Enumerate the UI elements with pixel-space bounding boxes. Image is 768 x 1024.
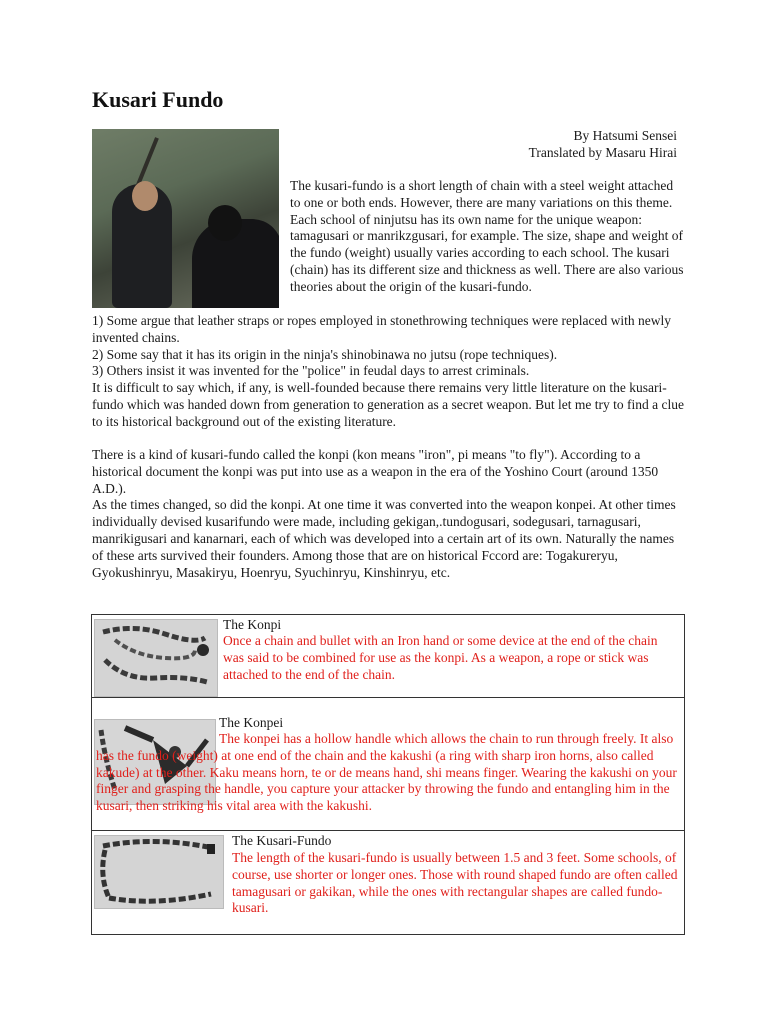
theories-list [92, 313, 686, 431]
translator-line: Translated by Masaru Hirai [528, 145, 677, 160]
theory-item: 1) Some argue that leather straps or ropes employed in stonethrowing techniques were replaced with newly invented chains. [92, 313, 671, 345]
panel-konpei-title: The Konpei [219, 715, 284, 730]
author-line: By Hatsumi Sensei [573, 128, 677, 143]
byline [529, 127, 677, 161]
martial-arts-photo [92, 129, 279, 308]
intro-paragraph: The kusari-fundo is a short length of chain with a steel weight attached to one or both ends. However, there are many variations on this theme. Each school of ninjutsu has its own name for the unique weapon: tamagusari or manrikzgusari, for example. The size, shape and weight of the fundo (weight) usually varies according to each school. The kusari (chain) has its different size and thickness as well. There are also various theories about the origin of the kusari-fundo. [290, 178, 684, 294]
panel-konpi-title: The Konpi [223, 617, 282, 632]
panel-kusari-fundo [91, 830, 685, 935]
theory-item: 2) Some say that it has its origin in the ninja's shinobinawa no jutsu (rope techniques). [92, 346, 558, 362]
panel-konpei [91, 697, 685, 832]
panel-kusari-text: The length of the kusari-fundo is usually between 1.5 and 3 feet. Some schools, of course, use shorter or longer ones. Those with round shaped fundo are often called tamagusari or gakikan, while the ones with rectangular shapes are called fundo-kusari. [232, 850, 678, 916]
page-title: Kusari Fundo [92, 87, 224, 112]
difficulty-paragraph: It is difficult to say which, if any, is well-founded because there remains very little literature on the kusari-fundo which was handed down from generation to generation as a secret weapon. But let me try to find a clue to its historical background out of the existing literature. [92, 380, 684, 429]
panel-konpi [91, 614, 685, 699]
panel-kusari-title: The Kusari-Fundo [232, 833, 332, 848]
theory-item: 3) Others insist it was invented for the "police" in feudal days to arrest criminals. [92, 363, 530, 379]
konpei-history-paragraph: As the times changed, so did the konpi. At one time it was converted into the weapon konpei. At other times individually devised kusarifundo were made, including gekigan,.tundogusari, sodegusari, tarnagusari, manrikigusari and kanarnari, each of which was developed into a certain art of its own. Naturally the names of these arts survived their founders. Among those that are on historical Fccord are: Togakureryu, Gyokushinryu, Masakiryu, Hoenryu, Syuchinryu, Kinshinryu, etc. [92, 497, 676, 580]
kusari-fundo-chain-photo [94, 835, 224, 909]
konpi-chain-photo [94, 619, 218, 697]
konpi-history-paragraph: There is a kind of kusari-fundo called the konpi (kon means "iron", pi means "to fly"). According to a historical document the konpi was put into use as a weapon in the era of the Yoshino Court (around 1350 A.D.). [92, 447, 659, 496]
konpi-history [92, 447, 686, 581]
panel-konpei-text: The konpei has a hollow handle which allows the chain to run through freely. It also has the fundo (weight) at one end of the chain and the kakushi (a ring with sharp iron horns, also called kakude) at the other. Kaku means horn, te or de means hand, shi means finger. Wearing the kakushi on your finger and grasping the handle, you capture your attacker by throwing the fundo and entangling him in the kusari, then striking his vital area with the kakushi. [96, 731, 677, 814]
panel-konpi-text: Once a chain and bullet with an Iron hand or some device at the end of the chain was said to be combined for use as the konpi. As a weapon, a rope or stick was attached to the end of the chain. [223, 633, 658, 682]
